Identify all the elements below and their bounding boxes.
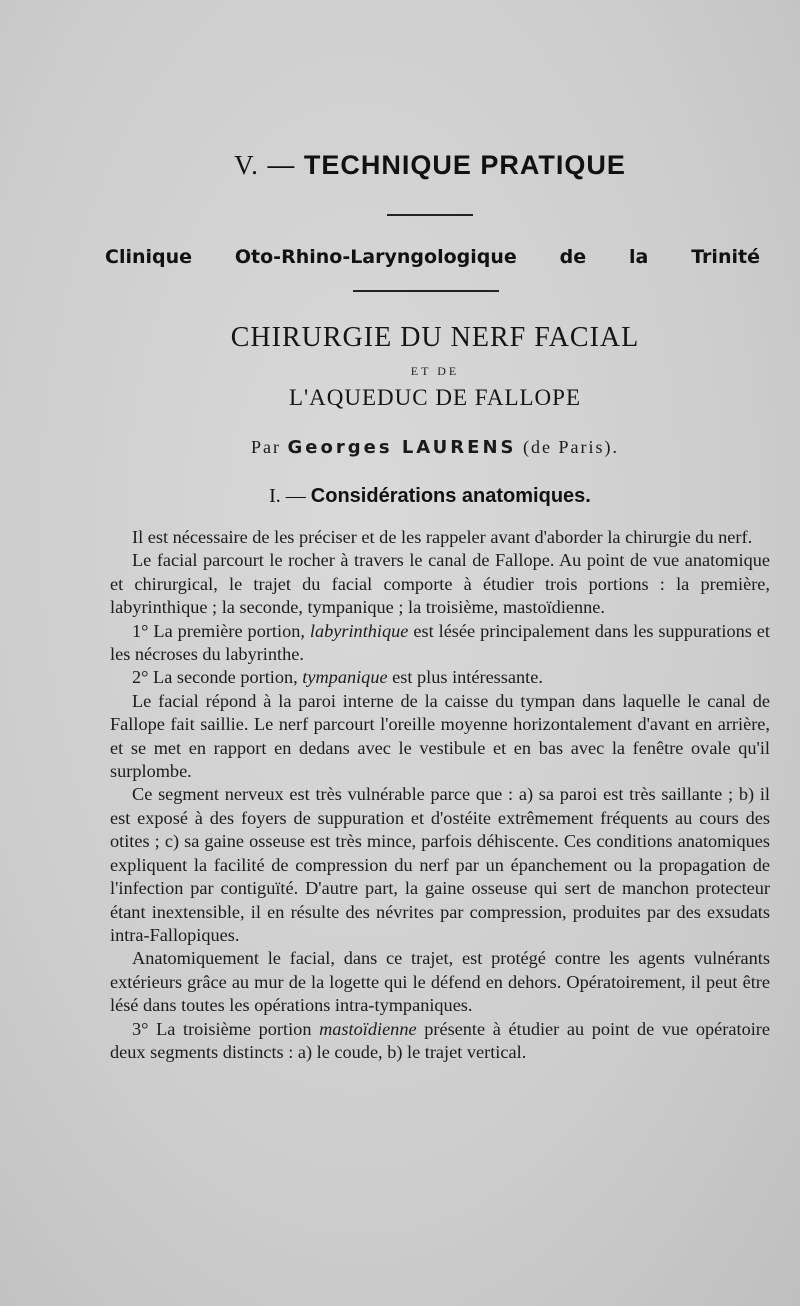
paragraph: Ce segment nerveux est très vulnérable parce que : a) sa paroi est très saillante ; b) il est exposé à des foyers de suppuration et d'ostéite extrêmement fréquents au cours des otites ; c) sa gaine osseuse est très mince, parfois déhiscente. Ces conditions anatomiques expliquent la facilité de compression du nerf par un épanchement ou la propagation de l'infection par contiguïté. D'autre part, la gaine osseuse qui sert de manchon protecteur étant inextensible, il en résulte des névrites par compression, produites par des exsudats intra-Fallopiques. [110, 784, 770, 945]
paragraph-text: présente à étudier au point de vue opératoire deux segments distincts : a) le coude, b) le trajet vertical. [110, 1018, 770, 1062]
paragraph [110, 666, 770, 689]
divider-rule-1 [387, 214, 473, 216]
article-title: CHIRURGIE DU NERF FACIAL [230, 322, 640, 353]
section-heading [0, 485, 800, 508]
author-line [0, 437, 800, 458]
paragraph-text: est lésée principalement dans les suppurations et les nécroses du labyrinthe. [110, 620, 771, 665]
paragraph-text: 1° La première portion, [132, 620, 310, 641]
clinic-word: Clinique [105, 246, 193, 268]
section-title [0, 150, 800, 181]
author-name: Georges LAURENS [287, 437, 517, 458]
section-number: V. [234, 150, 259, 180]
clinic-word: Trinité [691, 246, 760, 268]
paragraph-emphasis: mastoïdienne [319, 1018, 417, 1039]
paragraph: Le facial parcourt le rocher à travers le canal de Fallope. Au point de vue anatomique et chirurgical, le trajet du facial comporte à étudier trois portions : la première, labyrinthique ; la seconde, tympanique ; la troisième, mastoïdienne. [110, 550, 770, 618]
paragraph: Anatomiquement le facial, dans ce trajet, est protégé contre les agents vulnérants extérieurs grâce au mur de la logette qui le défend en dehors. Opératoirement, il peut être lésé dans toutes les opérations intra-tympaniques. [110, 948, 770, 1016]
section-dash: — [267, 150, 296, 180]
clinic-word: de [559, 246, 587, 268]
paragraph [110, 620, 770, 667]
section-title-text: TECHNIQUE PRATIQUE [303, 150, 626, 180]
paragraph-text: 3° La troisième portion [132, 1018, 320, 1039]
paragraph-emphasis: tympanique [302, 667, 388, 688]
divider-rule-2 [353, 290, 499, 292]
clinic-word: Oto-Rhino-Laryngologique [234, 246, 517, 268]
paragraph-text: 2° La seconde portion, [132, 667, 303, 688]
article-subtitle: L'AQUEDUC DE FALLOPE [288, 385, 582, 410]
paragraph: Il est nécessaire de les préciser et de les rappeler avant d'aborder la chirurgie du nerf. [132, 527, 753, 547]
paragraph-text: est plus intéressante. [387, 667, 543, 688]
paragraph: Le facial répond à la paroi interne de la caisse du tympan dans laquelle le canal de Fallope fait saillie. Le nerf parcourt l'oreille moyenne horizontalement d'avant en arrière, et se met en rapport en dedans avec le vestibule et en bas avec la fenêtre ovale qu'il surplombe. [110, 690, 770, 782]
clinic-line [105, 246, 760, 268]
paragraph-emphasis: labyrinthique [309, 620, 409, 641]
clinic-word: la [628, 246, 649, 268]
author-prefix: Par [251, 437, 282, 457]
heading-number: I. [269, 485, 281, 507]
heading-dash: — [285, 485, 306, 507]
author-origin: (de Paris). [522, 437, 619, 457]
title-connector: ET DE [410, 364, 460, 378]
paragraph [110, 1018, 770, 1065]
body-text [110, 526, 770, 1064]
heading-text: Considérations anatomiques. [310, 485, 591, 507]
